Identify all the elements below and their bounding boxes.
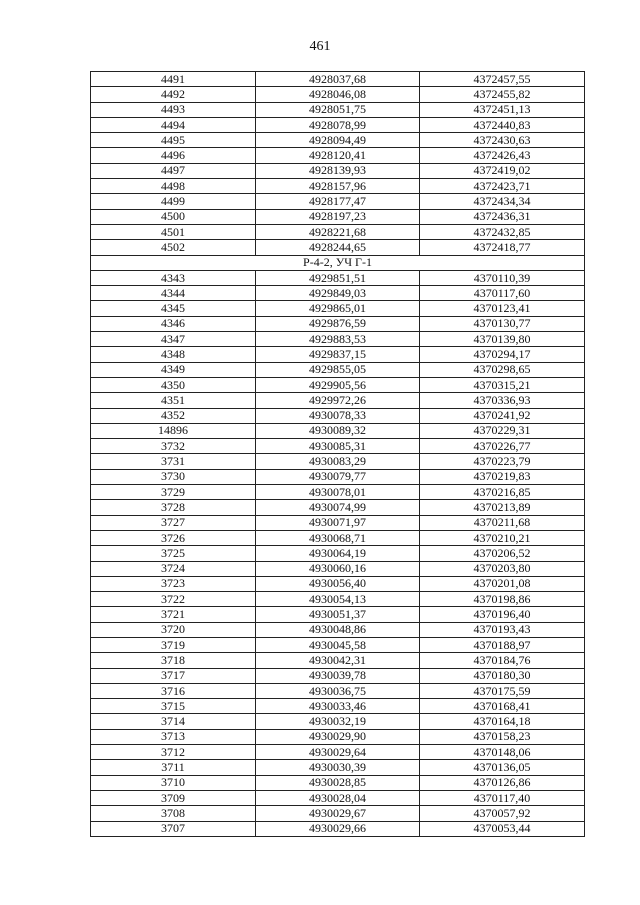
y-coordinate-cell: 4372451,13 [420, 102, 585, 117]
y-coordinate-cell: 4370294,17 [420, 347, 585, 362]
x-coordinate-cell: 4928094,49 [256, 133, 420, 148]
point-number-cell: 3727 [91, 515, 256, 530]
y-coordinate-cell: 4370117,40 [420, 790, 585, 805]
y-coordinate-cell: 4370126,86 [420, 775, 585, 790]
point-number-cell: 3708 [91, 806, 256, 821]
x-coordinate-cell: 4929883,53 [256, 332, 420, 347]
table-row [91, 209, 585, 224]
table-row [91, 439, 585, 454]
section-title: Р-4-2, УЧ Г-1 [91, 255, 585, 270]
table-row [91, 699, 585, 714]
x-coordinate-cell: 4930036,75 [256, 683, 420, 698]
y-coordinate-cell: 4370229,31 [420, 423, 585, 438]
y-coordinate-cell: 4370206,52 [420, 546, 585, 561]
table-row [91, 408, 585, 423]
x-coordinate-cell: 4930064,19 [256, 546, 420, 561]
x-coordinate-cell: 4928120,41 [256, 148, 420, 163]
x-coordinate-cell: 4928244,65 [256, 240, 420, 255]
point-number-cell: 4500 [91, 209, 256, 224]
x-coordinate-cell: 4928177,47 [256, 194, 420, 209]
x-coordinate-cell: 4929905,56 [256, 377, 420, 392]
point-number-cell: 3728 [91, 500, 256, 515]
point-number-cell: 4492 [91, 87, 256, 102]
x-coordinate-cell: 4930068,71 [256, 530, 420, 545]
point-number-cell: 4499 [91, 194, 256, 209]
x-coordinate-cell: 4930039,78 [256, 668, 420, 683]
table-row [91, 102, 585, 117]
x-coordinate-cell: 4928037,68 [256, 72, 420, 87]
y-coordinate-cell: 4372430,63 [420, 133, 585, 148]
table-row [91, 194, 585, 209]
y-coordinate-cell: 4370210,21 [420, 530, 585, 545]
table-row [91, 454, 585, 469]
table-row [91, 515, 585, 530]
point-number-cell: 4501 [91, 224, 256, 239]
y-coordinate-cell: 4370241,92 [420, 408, 585, 423]
x-coordinate-cell: 4929837,15 [256, 347, 420, 362]
y-coordinate-cell: 4372423,71 [420, 179, 585, 194]
y-coordinate-cell: 4370315,21 [420, 377, 585, 392]
y-coordinate-cell: 4370130,77 [420, 316, 585, 331]
point-number-cell: 4493 [91, 102, 256, 117]
table-row [91, 393, 585, 408]
point-number-cell: 4497 [91, 163, 256, 178]
table-row [91, 179, 585, 194]
table-row [91, 469, 585, 484]
point-number-cell: 14896 [91, 423, 256, 438]
y-coordinate-cell: 4370184,76 [420, 653, 585, 668]
point-number-cell: 4494 [91, 117, 256, 132]
y-coordinate-cell: 4372434,34 [420, 194, 585, 209]
point-number-cell: 3711 [91, 760, 256, 775]
y-coordinate-cell: 4370110,39 [420, 270, 585, 285]
table-row [91, 622, 585, 637]
point-number-cell: 3718 [91, 653, 256, 668]
point-number-cell: 3709 [91, 790, 256, 805]
coordinates-table [90, 71, 585, 837]
table-row [91, 423, 585, 438]
table-row [91, 637, 585, 652]
point-number-cell: 3723 [91, 576, 256, 591]
x-coordinate-cell: 4929855,05 [256, 362, 420, 377]
y-coordinate-cell: 4372457,55 [420, 72, 585, 87]
table-row [91, 806, 585, 821]
point-number-cell: 4349 [91, 362, 256, 377]
x-coordinate-cell: 4930033,46 [256, 699, 420, 714]
x-coordinate-cell: 4930032,19 [256, 714, 420, 729]
table-row [91, 607, 585, 622]
y-coordinate-cell: 4370193,43 [420, 622, 585, 637]
y-coordinate-cell: 4370164,18 [420, 714, 585, 729]
point-number-cell: 3716 [91, 683, 256, 698]
x-coordinate-cell: 4930029,90 [256, 729, 420, 744]
y-coordinate-cell: 4370168,41 [420, 699, 585, 714]
point-number-cell: 3724 [91, 561, 256, 576]
y-coordinate-cell: 4372440,83 [420, 117, 585, 132]
x-coordinate-cell: 4928078,99 [256, 117, 420, 132]
x-coordinate-cell: 4928221,68 [256, 224, 420, 239]
x-coordinate-cell: 4930028,04 [256, 790, 420, 805]
y-coordinate-cell: 4370057,92 [420, 806, 585, 821]
x-coordinate-cell: 4929851,51 [256, 270, 420, 285]
point-number-cell: 3719 [91, 637, 256, 652]
table-row [91, 270, 585, 285]
x-coordinate-cell: 4928046,08 [256, 87, 420, 102]
table-row [91, 760, 585, 775]
point-number-cell: 3729 [91, 485, 256, 500]
y-coordinate-cell: 4370175,59 [420, 683, 585, 698]
y-coordinate-cell: 4370226,77 [420, 439, 585, 454]
table-row [91, 530, 585, 545]
point-number-cell: 4351 [91, 393, 256, 408]
table-row [91, 347, 585, 362]
point-number-cell: 4352 [91, 408, 256, 423]
x-coordinate-cell: 4929865,01 [256, 301, 420, 316]
x-coordinate-cell: 4928139,93 [256, 163, 420, 178]
table-row [91, 790, 585, 805]
table-row [91, 240, 585, 255]
table-row [91, 729, 585, 744]
table-row [91, 821, 585, 836]
y-coordinate-cell: 4370180,30 [420, 668, 585, 683]
y-coordinate-cell: 4372455,82 [420, 87, 585, 102]
point-number-cell: 3707 [91, 821, 256, 836]
table-row [91, 592, 585, 607]
point-number-cell: 3717 [91, 668, 256, 683]
y-coordinate-cell: 4370158,23 [420, 729, 585, 744]
point-number-cell: 3725 [91, 546, 256, 561]
x-coordinate-cell: 4930085,31 [256, 439, 420, 454]
y-coordinate-cell: 4370211,68 [420, 515, 585, 530]
x-coordinate-cell: 4930074,99 [256, 500, 420, 515]
table-row [91, 332, 585, 347]
y-coordinate-cell: 4370201,08 [420, 576, 585, 591]
y-coordinate-cell: 4370123,41 [420, 301, 585, 316]
table-row [91, 714, 585, 729]
x-coordinate-cell: 4929876,59 [256, 316, 420, 331]
x-coordinate-cell: 4930079,77 [256, 469, 420, 484]
table-row [91, 148, 585, 163]
table-row [91, 576, 585, 591]
point-number-cell: 4496 [91, 148, 256, 163]
x-coordinate-cell: 4930042,31 [256, 653, 420, 668]
table-row [91, 561, 585, 576]
x-coordinate-cell: 4930060,16 [256, 561, 420, 576]
x-coordinate-cell: 4928157,96 [256, 179, 420, 194]
x-coordinate-cell: 4930051,37 [256, 607, 420, 622]
y-coordinate-cell: 4372436,31 [420, 209, 585, 224]
y-coordinate-cell: 4370148,06 [420, 745, 585, 760]
point-number-cell: 4344 [91, 286, 256, 301]
x-coordinate-cell: 4928197,23 [256, 209, 420, 224]
table-row [91, 72, 585, 87]
point-number-cell: 3720 [91, 622, 256, 637]
point-number-cell: 3713 [91, 729, 256, 744]
x-coordinate-cell: 4930089,32 [256, 423, 420, 438]
x-coordinate-cell: 4930083,29 [256, 454, 420, 469]
y-coordinate-cell: 4370198,86 [420, 592, 585, 607]
y-coordinate-cell: 4372419,02 [420, 163, 585, 178]
table-row [91, 286, 585, 301]
point-number-cell: 3721 [91, 607, 256, 622]
y-coordinate-cell: 4370336,93 [420, 393, 585, 408]
y-coordinate-cell: 4372426,43 [420, 148, 585, 163]
table-row [91, 224, 585, 239]
point-number-cell: 3726 [91, 530, 256, 545]
table-row [91, 683, 585, 698]
point-number-cell: 4491 [91, 72, 256, 87]
point-number-cell: 3722 [91, 592, 256, 607]
y-coordinate-cell: 4370219,83 [420, 469, 585, 484]
point-number-cell: 3732 [91, 439, 256, 454]
x-coordinate-cell: 4930048,86 [256, 622, 420, 637]
x-coordinate-cell: 4930029,64 [256, 745, 420, 760]
table-row [91, 500, 585, 515]
x-coordinate-cell: 4930054,13 [256, 592, 420, 607]
x-coordinate-cell: 4930078,01 [256, 485, 420, 500]
y-coordinate-cell: 4370188,97 [420, 637, 585, 652]
x-coordinate-cell: 4930030,39 [256, 760, 420, 775]
point-number-cell: 4350 [91, 377, 256, 392]
point-number-cell: 4348 [91, 347, 256, 362]
y-coordinate-cell: 4370223,79 [420, 454, 585, 469]
y-coordinate-cell: 4370196,40 [420, 607, 585, 622]
y-coordinate-cell: 4372432,85 [420, 224, 585, 239]
y-coordinate-cell: 4370213,89 [420, 500, 585, 515]
page-number: 461 [309, 39, 331, 54]
point-number-cell: 4343 [91, 270, 256, 285]
point-number-cell: 3714 [91, 714, 256, 729]
x-coordinate-cell: 4930071,97 [256, 515, 420, 530]
point-number-cell: 3715 [91, 699, 256, 714]
y-coordinate-cell: 4370117,60 [420, 286, 585, 301]
point-number-cell: 3731 [91, 454, 256, 469]
table-row [91, 316, 585, 331]
y-coordinate-cell: 4370136,05 [420, 760, 585, 775]
x-coordinate-cell: 4930078,33 [256, 408, 420, 423]
table-row [91, 163, 585, 178]
point-number-cell: 4502 [91, 240, 256, 255]
coordinates-table-body [91, 72, 585, 837]
point-number-cell: 3712 [91, 745, 256, 760]
point-number-cell: 4345 [91, 301, 256, 316]
point-number-cell: 3710 [91, 775, 256, 790]
x-coordinate-cell: 4929849,03 [256, 286, 420, 301]
x-coordinate-cell: 4929972,26 [256, 393, 420, 408]
table-row [91, 653, 585, 668]
point-number-cell: 3730 [91, 469, 256, 484]
table-row [91, 362, 585, 377]
point-number-cell: 4347 [91, 332, 256, 347]
x-coordinate-cell: 4930029,66 [256, 821, 420, 836]
table-row [91, 117, 585, 132]
y-coordinate-cell: 4370298,65 [420, 362, 585, 377]
table-row [91, 133, 585, 148]
table-row [91, 301, 585, 316]
table-row [91, 668, 585, 683]
point-number-cell: 4498 [91, 179, 256, 194]
table-row [91, 377, 585, 392]
section-header-row [91, 255, 585, 270]
table-row [91, 745, 585, 760]
table-row [91, 87, 585, 102]
point-number-cell: 4346 [91, 316, 256, 331]
x-coordinate-cell: 4928051,75 [256, 102, 420, 117]
y-coordinate-cell: 4372418,77 [420, 240, 585, 255]
y-coordinate-cell: 4370203,80 [420, 561, 585, 576]
table-row [91, 546, 585, 561]
y-coordinate-cell: 4370053,44 [420, 821, 585, 836]
y-coordinate-cell: 4370139,80 [420, 332, 585, 347]
x-coordinate-cell: 4930029,67 [256, 806, 420, 821]
x-coordinate-cell: 4930056,40 [256, 576, 420, 591]
x-coordinate-cell: 4930028,85 [256, 775, 420, 790]
x-coordinate-cell: 4930045,58 [256, 637, 420, 652]
y-coordinate-cell: 4370216,85 [420, 485, 585, 500]
table-row [91, 485, 585, 500]
point-number-cell: 4495 [91, 133, 256, 148]
table-row [91, 775, 585, 790]
